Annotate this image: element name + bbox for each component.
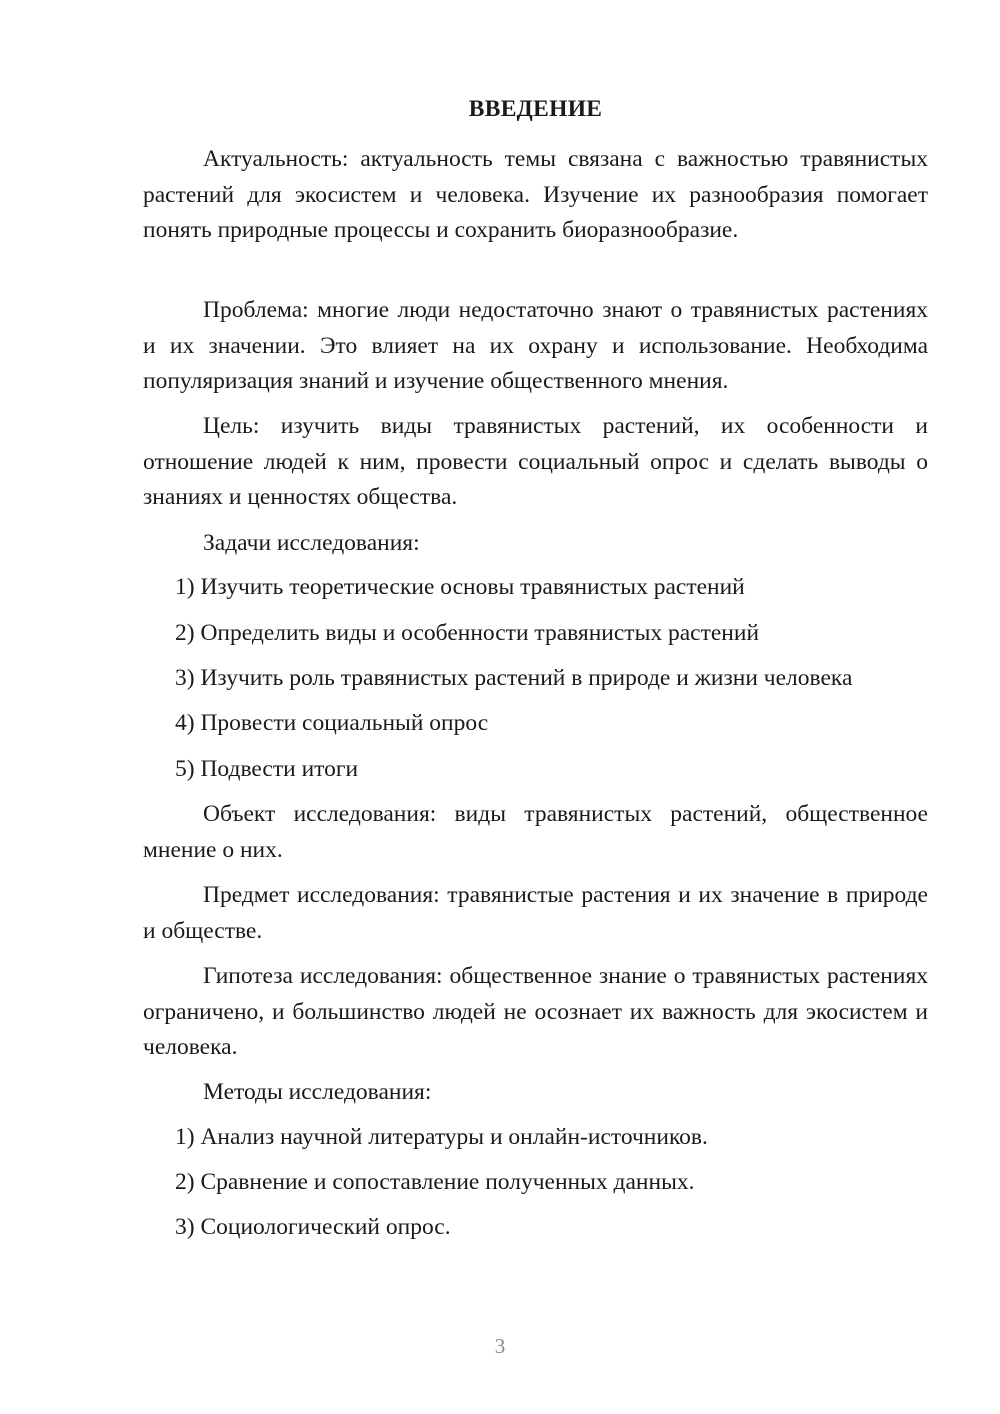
section-title: ВВЕДЕНИЕ: [468, 96, 603, 122]
method-item: 3) Социологический опрос.: [175, 1214, 451, 1240]
methods-heading: Методы исследования:: [203, 1079, 432, 1105]
task-item: 2) Определить виды и особенности травянистых растений: [175, 620, 760, 646]
goal-paragraph: Цель: изучить виды травянистых растений, их особенности и отношение людей к ним, провести социальный опрос и сделать выводы о знаниях и ценностях общества.: [143, 413, 928, 510]
problem-paragraph: Проблема: многие люди недостаточно знают о травянистых растениях и их значении. Это влияет на их охрану и использование. Необходима популяризация знаний и изучение общественного мнения.: [143, 297, 928, 394]
task-item: 5) Подвести итоги: [175, 756, 359, 782]
page-number: 3: [494, 1334, 506, 1358]
object-paragraph: Объект исследования: виды травянистых растений, общественное мнение о них.: [143, 801, 928, 863]
task-item: 1) Изучить теоретические основы травянистых растений: [175, 574, 745, 600]
method-item: 2) Сравнение и сопоставление полученных данных.: [175, 1169, 695, 1195]
hypothesis-paragraph: Гипотеза исследования: общественное знание о травянистых растениях ограничено, и большинство людей не осознает их важность для экосистем и человека.: [143, 963, 928, 1060]
task-item: 3) Изучить роль травянистых растений в природе и жизни человека: [175, 665, 853, 691]
method-item: 1) Анализ научной литературы и онлайн-источников.: [175, 1124, 708, 1150]
relevance-paragraph: Актуальность: актуальность темы связана с важностью травянистых растений для экосистем и человека. Изучение их разнообразия помогает понять природные процессы и сохранить биоразнообразие.: [143, 146, 928, 243]
subject-paragraph: Предмет исследования: травянистые растения и их значение в природе и обществе.: [143, 882, 928, 944]
tasks-heading: Задачи исследования:: [203, 530, 420, 556]
task-item: 4) Провести социальный опрос: [175, 710, 489, 736]
